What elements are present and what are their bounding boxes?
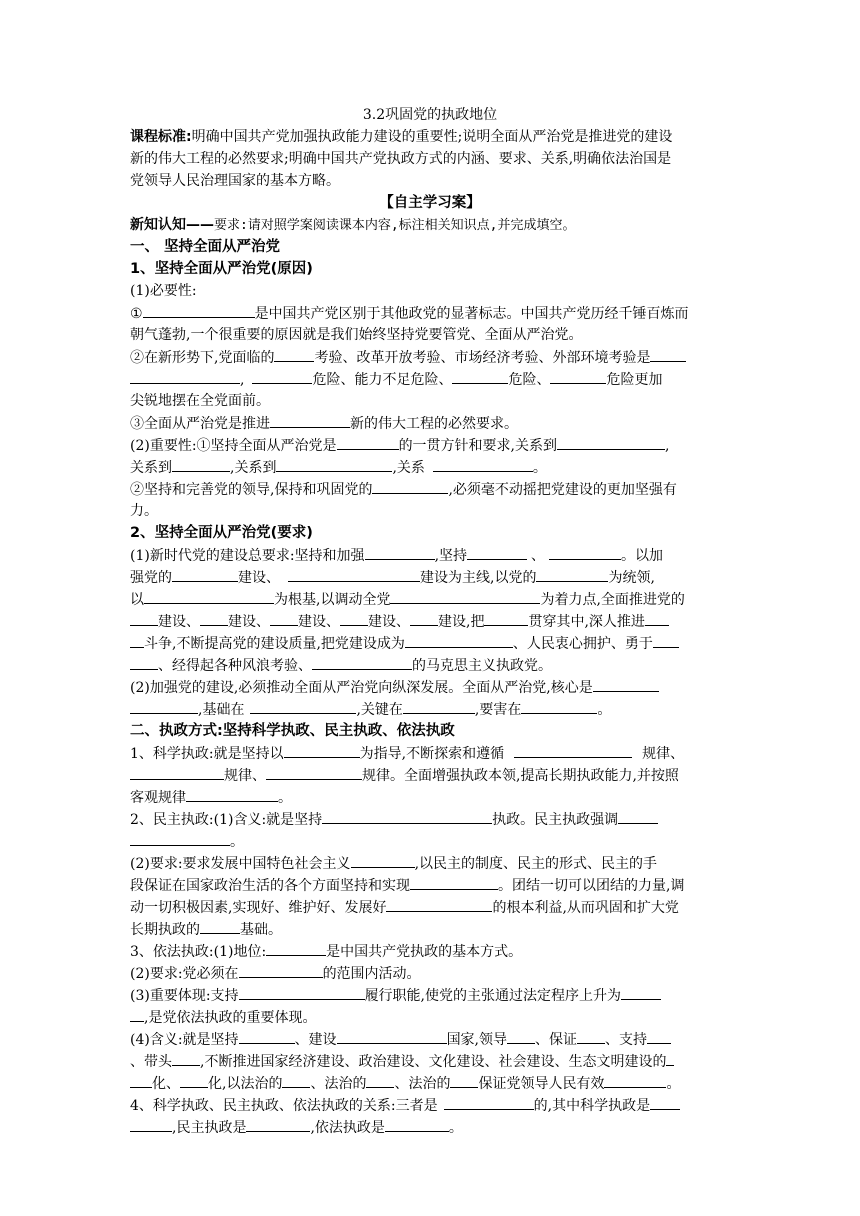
text-segment: 考验、改革开放考验、市场经济考验、外部环境考验是 bbox=[314, 350, 651, 366]
fill-blank[interactable] bbox=[340, 610, 368, 626]
text-segment: 3、依法执政:(1)地位: bbox=[130, 944, 267, 960]
text-segment: 、经得起各种风浪考验、 bbox=[158, 658, 312, 674]
fill-blank[interactable] bbox=[130, 610, 158, 626]
text-segment: 规律、 bbox=[224, 768, 266, 784]
text-line bbox=[130, 1028, 730, 1050]
text-segment: 。 bbox=[597, 702, 612, 718]
text-line bbox=[130, 456, 730, 478]
text-segment: ,关系 bbox=[392, 460, 425, 476]
text-segment: 。 bbox=[532, 460, 547, 476]
text-line bbox=[130, 368, 730, 390]
text-segment: 的,其中科学执政是 bbox=[533, 1098, 651, 1114]
text-segment: (4)含义:就是坚持 bbox=[130, 1032, 239, 1048]
fill-blank[interactable] bbox=[549, 544, 621, 560]
fill-blank[interactable] bbox=[666, 1050, 674, 1066]
fill-blank[interactable] bbox=[266, 940, 326, 956]
text-segment: 为指导,不断探索和遵循 bbox=[359, 746, 505, 762]
fill-blank[interactable] bbox=[467, 544, 527, 560]
text-segment: 1、科学执政:就是坚持以 bbox=[130, 746, 284, 762]
text-line bbox=[130, 544, 730, 566]
text-line bbox=[130, 786, 730, 808]
text-segment: 为统领, bbox=[608, 570, 655, 586]
text-segment: 化、 bbox=[152, 1076, 180, 1092]
text-segment: ②坚持和完善党的领导,保持和巩固党的 bbox=[130, 482, 373, 498]
text-segment: ① bbox=[130, 306, 143, 322]
text-segment: (1)新时代党的建设总要求:坚持和加强 bbox=[130, 548, 365, 564]
text-segment: 。 bbox=[278, 790, 292, 806]
text-line bbox=[130, 852, 730, 874]
fill-blank[interactable] bbox=[410, 874, 498, 890]
text-segment: 履行职能,使党的主张通过法定程序上升为 bbox=[364, 988, 622, 1004]
text-segment: 为根基,以调动全党 bbox=[274, 592, 391, 608]
text-segment: 建设、 bbox=[298, 614, 340, 630]
fill-blank[interactable] bbox=[284, 742, 360, 758]
text-line bbox=[130, 610, 730, 632]
text-segment: 危险、 bbox=[508, 372, 551, 388]
fill-blank[interactable] bbox=[385, 1116, 449, 1132]
text-segment: ,坚持 bbox=[434, 548, 468, 564]
fill-blank[interactable] bbox=[390, 588, 540, 604]
text-segment: 、带头 bbox=[130, 1054, 172, 1070]
text-segment: 建设、 bbox=[158, 614, 200, 630]
text-segment: (2)要求:党必须在 bbox=[130, 966, 239, 982]
text-line bbox=[130, 1072, 730, 1094]
text-segment: 建设为主线,以党的 bbox=[420, 570, 537, 586]
fill-blank[interactable] bbox=[433, 456, 533, 472]
text-segment: 强党的 bbox=[130, 570, 172, 586]
text-segment: ,以民主的制度、民主的形式、民主的手 bbox=[414, 856, 658, 872]
section-1-2-heading: 2、坚持全面从严治党(要求) bbox=[130, 525, 313, 541]
fill-blank[interactable] bbox=[550, 368, 606, 384]
text-segment: 4、科学执政、民主执政、依法执政的关系:三者是 bbox=[130, 1098, 438, 1114]
fill-blank[interactable] bbox=[557, 434, 665, 450]
text-line bbox=[130, 830, 730, 852]
fill-blank[interactable] bbox=[130, 698, 198, 714]
fill-blank[interactable] bbox=[650, 1094, 680, 1110]
course-standard bbox=[130, 126, 730, 148]
text-segment: 关系到 bbox=[130, 460, 172, 476]
fill-blank[interactable] bbox=[366, 1072, 394, 1088]
text-segment: 。 bbox=[666, 1076, 681, 1092]
fill-blank[interactable] bbox=[186, 786, 278, 802]
fill-blank[interactable] bbox=[386, 896, 492, 912]
study-heading: 【自主学习案】 bbox=[379, 195, 481, 211]
new-knowledge-line bbox=[130, 214, 730, 236]
text-segment: ,关键在 bbox=[356, 702, 403, 718]
fill-blank[interactable] bbox=[239, 962, 323, 978]
text-segment: 的范围内活动。 bbox=[322, 966, 421, 982]
text-segment: 段保证在国家政治生活的各个方面坚持和实现 bbox=[130, 878, 410, 894]
worksheet-page bbox=[130, 104, 730, 1138]
text-segment: , bbox=[665, 438, 670, 454]
text-segment: , bbox=[240, 372, 245, 388]
fill-blank[interactable] bbox=[521, 698, 597, 714]
fill-blank[interactable] bbox=[288, 566, 420, 582]
fill-blank[interactable] bbox=[337, 434, 399, 450]
fill-blank[interactable] bbox=[130, 368, 240, 384]
fill-blank[interactable] bbox=[536, 566, 608, 582]
fill-blank[interactable] bbox=[144, 588, 274, 604]
text-segment: ②在新形势下,党面临的 bbox=[130, 350, 275, 366]
fill-blank[interactable] bbox=[645, 610, 669, 626]
fill-blank[interactable] bbox=[274, 346, 314, 362]
text-segment: 危险更加 bbox=[606, 372, 663, 388]
course-standard-label: 课程标准: bbox=[130, 129, 192, 145]
text-segment: 危险、能力不足危险、 bbox=[312, 372, 453, 388]
text-segment: ,是党依法执政的重要体现。 bbox=[144, 1010, 317, 1026]
text-segment: 保证党领导人民有效 bbox=[478, 1076, 605, 1092]
fill-blank[interactable] bbox=[143, 302, 255, 318]
fill-blank[interactable] bbox=[200, 610, 228, 626]
text-segment: 明确中国共产党加强执政能力建设的重要性;说明全面从严治党是推进党的建设 bbox=[191, 129, 673, 145]
fill-blank[interactable] bbox=[282, 1072, 310, 1088]
fill-blank[interactable] bbox=[266, 764, 362, 780]
fill-blank[interactable] bbox=[322, 808, 492, 824]
text-segment: (2)要求:要求发展中国特色社会主义 bbox=[130, 856, 351, 872]
text-line bbox=[130, 764, 730, 786]
fill-blank[interactable] bbox=[276, 456, 392, 472]
text-line bbox=[130, 1050, 730, 1072]
fill-blank[interactable] bbox=[514, 742, 632, 758]
fill-blank[interactable] bbox=[172, 1050, 200, 1066]
text-segment: 。 bbox=[448, 1120, 463, 1136]
text-segment: ,民主执政是 bbox=[172, 1120, 247, 1136]
text-segment: 建设、 bbox=[228, 614, 270, 630]
text-segment: 2、民主执政:(1)含义:就是坚持 bbox=[130, 812, 323, 828]
text-segment: 。 bbox=[230, 834, 244, 850]
text-line bbox=[130, 654, 730, 676]
text-line: 力。 bbox=[130, 503, 158, 519]
text-line bbox=[130, 698, 730, 720]
text-line bbox=[130, 808, 730, 830]
text-segment: 要求:请对照学案阅读课本内容,标注相关知识点,并完成填空。 bbox=[214, 218, 576, 233]
fill-blank[interactable] bbox=[618, 808, 658, 824]
text-line bbox=[130, 566, 730, 588]
fill-blank[interactable] bbox=[372, 478, 448, 494]
fill-blank[interactable] bbox=[410, 610, 438, 626]
text-line: 朝气蓬勃,一个很重要的原因就是我们始终坚持党要管党、全面从严治党。 bbox=[130, 327, 583, 343]
text-line bbox=[130, 434, 730, 456]
fill-blank[interactable] bbox=[653, 632, 679, 648]
fill-blank[interactable] bbox=[604, 1072, 666, 1088]
text-line bbox=[130, 1116, 730, 1138]
text-segment: (2)重要性:①坚持全面从严治党是 bbox=[130, 438, 337, 454]
text-segment: ,不断推进国家经济建设、政治建设、文化建设、社会建设、生态文明建设的 bbox=[200, 1054, 667, 1070]
fill-blank[interactable] bbox=[239, 984, 365, 1000]
text-segment: ,基础在 bbox=[198, 702, 245, 718]
fill-blank[interactable] bbox=[246, 1116, 310, 1132]
text-segment: 、 bbox=[531, 548, 546, 564]
fill-blank[interactable] bbox=[130, 830, 230, 846]
course-standard-line: 党领导人民治理国家的基本方略。 bbox=[130, 173, 340, 189]
fill-blank[interactable] bbox=[200, 918, 240, 934]
text-segment: 、法治的 bbox=[310, 1076, 367, 1092]
fill-blank[interactable] bbox=[405, 632, 513, 648]
fill-blank[interactable] bbox=[270, 610, 298, 626]
fill-blank[interactable] bbox=[577, 1028, 605, 1044]
text-segment: 长期执政的 bbox=[130, 922, 200, 938]
text-line bbox=[130, 742, 730, 764]
fill-blank[interactable] bbox=[180, 1072, 208, 1088]
fill-blank[interactable] bbox=[650, 346, 686, 362]
text-segment: 斗争,不断提高党的建设质量,把党建设成为 bbox=[144, 636, 405, 652]
text-segment: 、法治的 bbox=[394, 1076, 451, 1092]
fill-blank[interactable] bbox=[239, 1028, 295, 1044]
fill-blank[interactable] bbox=[130, 632, 144, 648]
fill-blank[interactable] bbox=[130, 1116, 172, 1132]
text-segment: 。以加 bbox=[621, 548, 664, 564]
text-segment: 新知认知—— bbox=[130, 217, 214, 233]
text-segment: (2)加强党的建设,必须推动全面从严治党向纵深发展。全面从严治党,核心是 bbox=[130, 680, 593, 696]
text-segment: 的马克思主义执政党。 bbox=[412, 658, 552, 674]
fill-blank[interactable] bbox=[252, 368, 312, 384]
fill-blank[interactable] bbox=[130, 1072, 152, 1088]
text-line bbox=[130, 588, 730, 610]
text-line bbox=[130, 918, 730, 940]
text-segment: 为着力点,全面推进党的 bbox=[540, 592, 685, 608]
text-segment: 的根本利益,从而巩固和扩大党 bbox=[492, 900, 679, 916]
page-title: 3.2巩固党的执政地位 bbox=[362, 107, 498, 123]
fill-blank[interactable] bbox=[365, 544, 435, 560]
fill-blank[interactable] bbox=[507, 1028, 535, 1044]
text-line: 尖锐地摆在全党面前。 bbox=[130, 393, 270, 409]
text-segment: 建设、 bbox=[368, 614, 410, 630]
text-line bbox=[130, 874, 730, 896]
section-2-heading: 二、执政方式:坚持科学执政、民主执政、依法执政 bbox=[130, 723, 455, 739]
text-segment: 是中国共产党区别于其他政党的显著标志。中国共产党历经千锤百炼而 bbox=[254, 306, 689, 322]
section-1-1-heading: 1、坚持全面从严治党(原因) bbox=[130, 261, 313, 277]
text-segment: 规律。全面增强执政本领,提高长期执政能力,并按照 bbox=[362, 768, 679, 784]
fill-blank[interactable] bbox=[250, 698, 356, 714]
text-segment: 建设、 bbox=[238, 570, 280, 586]
fill-blank[interactable] bbox=[270, 412, 350, 428]
text-segment: 客观规律 bbox=[130, 790, 186, 806]
text-segment: 。团结一切可以团结的力量,调 bbox=[498, 878, 685, 894]
text-line bbox=[130, 1006, 730, 1028]
necessity-label: (1)必要性: bbox=[130, 283, 197, 299]
text-line bbox=[130, 478, 730, 500]
fill-blank[interactable] bbox=[593, 676, 659, 692]
text-line bbox=[130, 1094, 730, 1116]
text-segment: 以 bbox=[130, 592, 144, 608]
text-segment: (3)重要体现:支持 bbox=[130, 988, 239, 1004]
text-segment: 化,以法治的 bbox=[208, 1076, 283, 1092]
fill-blank[interactable] bbox=[337, 1028, 447, 1044]
fill-blank[interactable] bbox=[130, 1006, 144, 1022]
fill-blank[interactable] bbox=[312, 654, 412, 670]
fill-blank[interactable] bbox=[621, 984, 661, 1000]
fill-blank[interactable] bbox=[351, 852, 415, 868]
text-segment: ,关系到 bbox=[230, 460, 277, 476]
text-segment: 、人民衷心拥护、勇于 bbox=[512, 636, 653, 652]
fill-blank[interactable] bbox=[450, 1072, 478, 1088]
text-segment: 规律、 bbox=[642, 746, 685, 762]
text-segment: 新的伟大工程的必然要求。 bbox=[350, 416, 518, 432]
text-segment: ,依法执政是 bbox=[310, 1120, 385, 1136]
text-line bbox=[130, 302, 730, 324]
text-line bbox=[130, 962, 730, 984]
course-standard-line: 新的伟大工程的必然要求;明确中国共产党执政方式的内涵、要求、关系,明确依法治国是 bbox=[130, 151, 672, 167]
text-segment: 建设,把 bbox=[438, 614, 485, 630]
text-segment: 执政。民主执政强调 bbox=[492, 812, 619, 828]
text-line bbox=[130, 346, 730, 368]
text-segment: 、保证 bbox=[535, 1032, 578, 1048]
text-segment: ,必须毫不动摇把党建设的更加坚强有 bbox=[448, 482, 677, 498]
text-line bbox=[130, 412, 730, 434]
text-line bbox=[130, 984, 730, 1006]
fill-blank[interactable] bbox=[647, 1028, 671, 1044]
text-segment: 是中国共产党执政的基本方式。 bbox=[326, 944, 523, 960]
fill-blank[interactable] bbox=[172, 456, 230, 472]
text-segment: 动一切积极因素,实现好、维护好、发展好 bbox=[130, 900, 387, 916]
text-segment: 、支持 bbox=[605, 1032, 648, 1048]
text-segment: 国家,领导 bbox=[446, 1032, 508, 1048]
fill-blank[interactable] bbox=[403, 698, 475, 714]
text-line bbox=[130, 632, 730, 654]
section-1-heading: 一、 坚持全面从严治党 bbox=[130, 239, 281, 255]
fill-blank[interactable] bbox=[452, 368, 508, 384]
text-segment: 基础。 bbox=[240, 922, 282, 938]
text-line bbox=[130, 676, 730, 698]
fill-blank[interactable] bbox=[444, 1094, 534, 1110]
text-segment: ,要害在 bbox=[474, 702, 522, 718]
text-segment: ③全面从严治党是推进 bbox=[130, 416, 270, 432]
text-segment: 的一贯方针和要求,关系到 bbox=[398, 438, 558, 454]
fill-blank[interactable] bbox=[130, 764, 224, 780]
text-line bbox=[130, 940, 730, 962]
fill-blank[interactable] bbox=[484, 610, 528, 626]
fill-blank[interactable] bbox=[130, 654, 158, 670]
text-segment: 、建设 bbox=[294, 1032, 337, 1048]
text-segment: 贯穿其中,深人推进 bbox=[528, 614, 645, 630]
fill-blank[interactable] bbox=[172, 566, 238, 582]
text-line bbox=[130, 896, 730, 918]
